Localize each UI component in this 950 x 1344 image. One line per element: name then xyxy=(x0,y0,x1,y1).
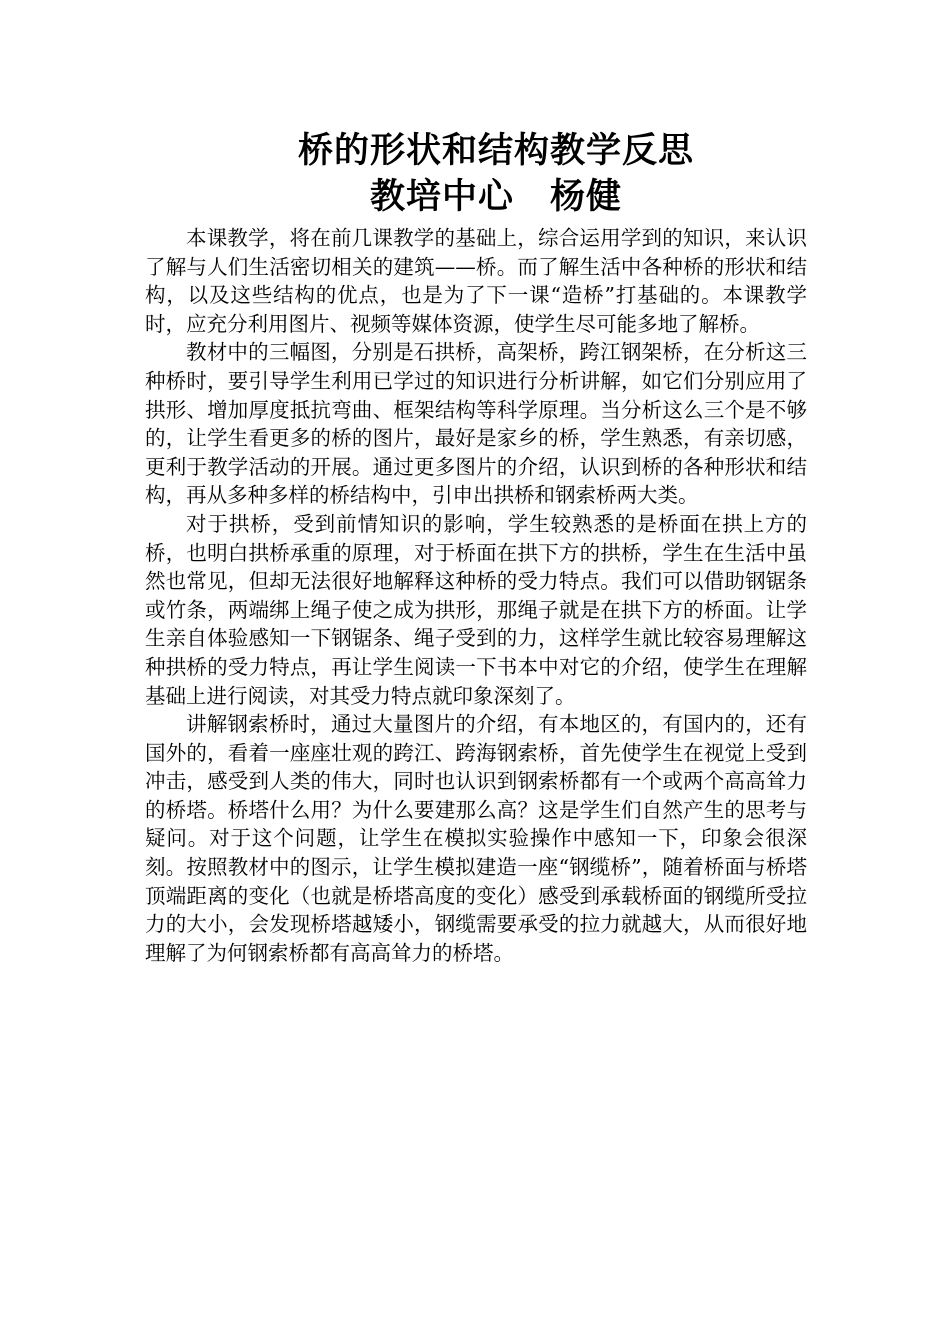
paragraph-arch-bridge: 对于拱桥，受到前情知识的影响，学生较熟悉的是桥面在拱上方的桥，也明白拱桥承重的原理，对于桥面在拱下方的拱桥，学生在生活中虽然也常见，但却无法很好地解释这种桥的受力特点。我们可以借助钢锯条或竹条，两端绑上绳子使之成为拱形，那绳子就是在拱下方的桥面。让学生亲自体验感知一下钢锯条、绳子受到的力，这样学生就比较容易理解这种拱桥的受力特点，再让学生阅读一下书本中对它的介绍，使学生在理解基础上进行阅读，对其受力特点就印象深刻了。 xyxy=(145,511,807,708)
document-author: 教培中心 杨健 xyxy=(369,176,622,217)
paragraph-cable-bridge: 讲解钢索桥时，通过大量图片的介绍，有本地区的，有国内的，还有国外的，看着一座座壮观的跨江、跨海钢索桥，首先使学生在视觉上受到冲击，感受到人类的伟大，同时也认识到钢索桥都有一个或两个高高耸力的桥塔。桥塔什么用？为什么要建那么高？这是学生们自然产生的思考与疑问。对于这个问题，让学生在模拟实验操作中感知一下，印象会很深刻。按照教材中的图示，让学生模拟建造一座“钢缆桥”，随着桥面与桥塔顶端距离的变化（也就是桥塔高度的变化）感受到承载桥面的钢缆所受拉力的大小，会发现桥塔越矮小，钢缆需要承受的拉力就越大，从而很好地理解了为何钢索桥都有高高耸力的桥塔。 xyxy=(145,712,807,965)
paragraph-intro: 本课教学，将在前几课教学的基础上，综合运用学到的知识，来认识了解与人们生活密切相关的建筑——桥。而了解生活中各种桥的形状和结构，以及这些结构的优点，也是为了下一课“造桥”打基础的。本课教学时，应充分利用图片、视频等媒体资源，使学生尽可能多地了解桥。 xyxy=(145,226,807,336)
document-title: 桥的形状和结构教学反思 xyxy=(297,130,694,171)
paragraph-textbook-figures: 教材中的三幅图，分别是石拱桥，高架桥，跨江钢架桥，在分析这三种桥时，要引导学生利用已学过的知识进行分析讲解，如它们分别应用了拱形、增加厚度抵抗弯曲、框架结构等科学原理。当分析这么三个是不够的，让学生看更多的桥的图片，最好是家乡的桥，学生熟悉，有亲切感，更利于教学活动的开展。通过更多图片的介绍，认识到桥的各种形状和结构，再从多种多样的桥结构中，引申出拱桥和钢索桥两大类。 xyxy=(145,340,807,508)
document-page xyxy=(145,128,807,967)
